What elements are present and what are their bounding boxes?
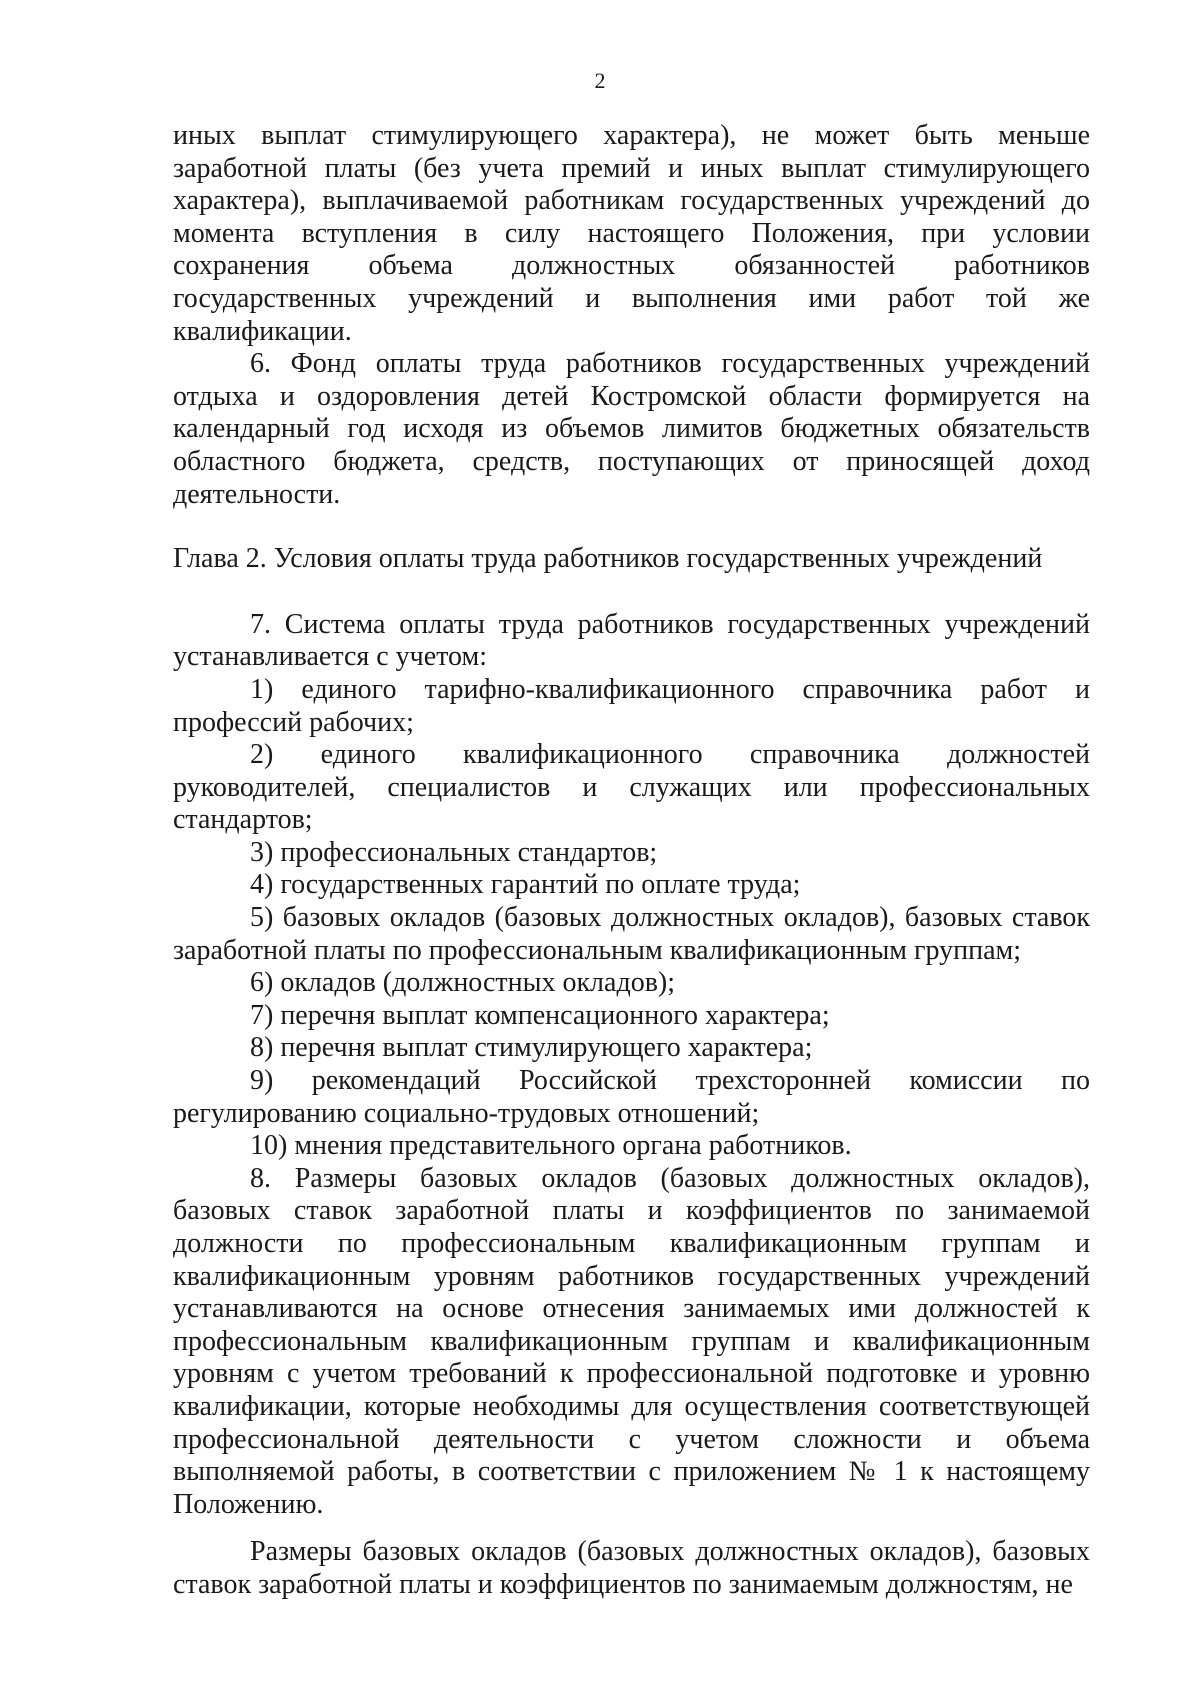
list-item-6: 6) окладов (должностных окладов); [250,967,676,999]
list-item-3: 3) профессиональных стандартов; [250,836,658,868]
paragraph-continuation: иных выплат стимулирующего характера), не может быть меньше заработной платы (без учета премий и иных выплат стимулирующего характера), выплачиваемой работникам государственных учреждений до момента вступления в силу настоящего Положения, при условии сохранения объема должностных обязанностей работников государственных учреждений и выполнения ими работ той же квалификации. [173,120,1090,347]
list-item-10: 10) мнения представительного органа работников. [250,1130,852,1162]
paragraph-last: Размеры базовых окладов (базовых должностных окладов), базовых ставок заработной платы и коэффициентов по занимаемым должностям, не [173,1536,1090,1600]
paragraph-6: 6. Фонд оплаты труда работников государственных учреждений отдыха и оздоровления детей Костромской области формируется на календарный год исходя из объемов лимитов бюджетных обязательств областного бюджета, средств, поступающих от приносящей доход деятельности. [173,348,1090,510]
list-item-2: 2) единого квалификационного справочника должностей руководителей, специалистов и служащих или профессиональных стандартов; [173,739,1090,836]
document-body [173,120,1090,1602]
list-item-7: 7) перечня выплат компенсационного характера; [250,999,830,1031]
chapter-heading: Глава 2. Условия оплаты труда работников государственных учреждений [173,543,1043,575]
paragraph-7-intro: 7. Система оплаты труда работников государственных учреждений устанавливается с учетом: [173,608,1090,673]
paragraph-8: 8. Размеры базовых окладов (базовых должностных окладов), базовых ставок заработной платы и коэффициентов по занимаемой должности по профессиональным квалификационным группам и квалификационным уровням работников государственных учреждений устанавливаются на основе отнесения занимаемых ими должностей к профессиональным квалификационным группам и квалификационным уровням с учетом требований к профессиональной подготовке и уровню квалификации, которые необходимы для осуществления соответствующей профессиональной деятельности с учетом сложности и объема выполняемой работы, в соответствии с приложением № 1 к настоящему Положению. [173,1162,1090,1520]
page-number: 2 [594,68,606,93]
list-item-1: 1) единого тарифно-квалификационного справочника работ и профессий рабочих; [173,673,1090,738]
list-item-4: 4) государственных гарантий по оплате труда; [250,869,801,901]
list-item-5: 5) базовых окладов (базовых должностных окладов), базовых ставок заработной платы по профессиональным квалификационным группам; [173,902,1090,966]
list-item-9: 9) рекомендаций Российской трехсторонней комиссии по регулированию социально-трудовых отношений; [173,1065,1090,1129]
list-item-8: 8) перечня выплат стимулирующего характера; [250,1032,813,1064]
